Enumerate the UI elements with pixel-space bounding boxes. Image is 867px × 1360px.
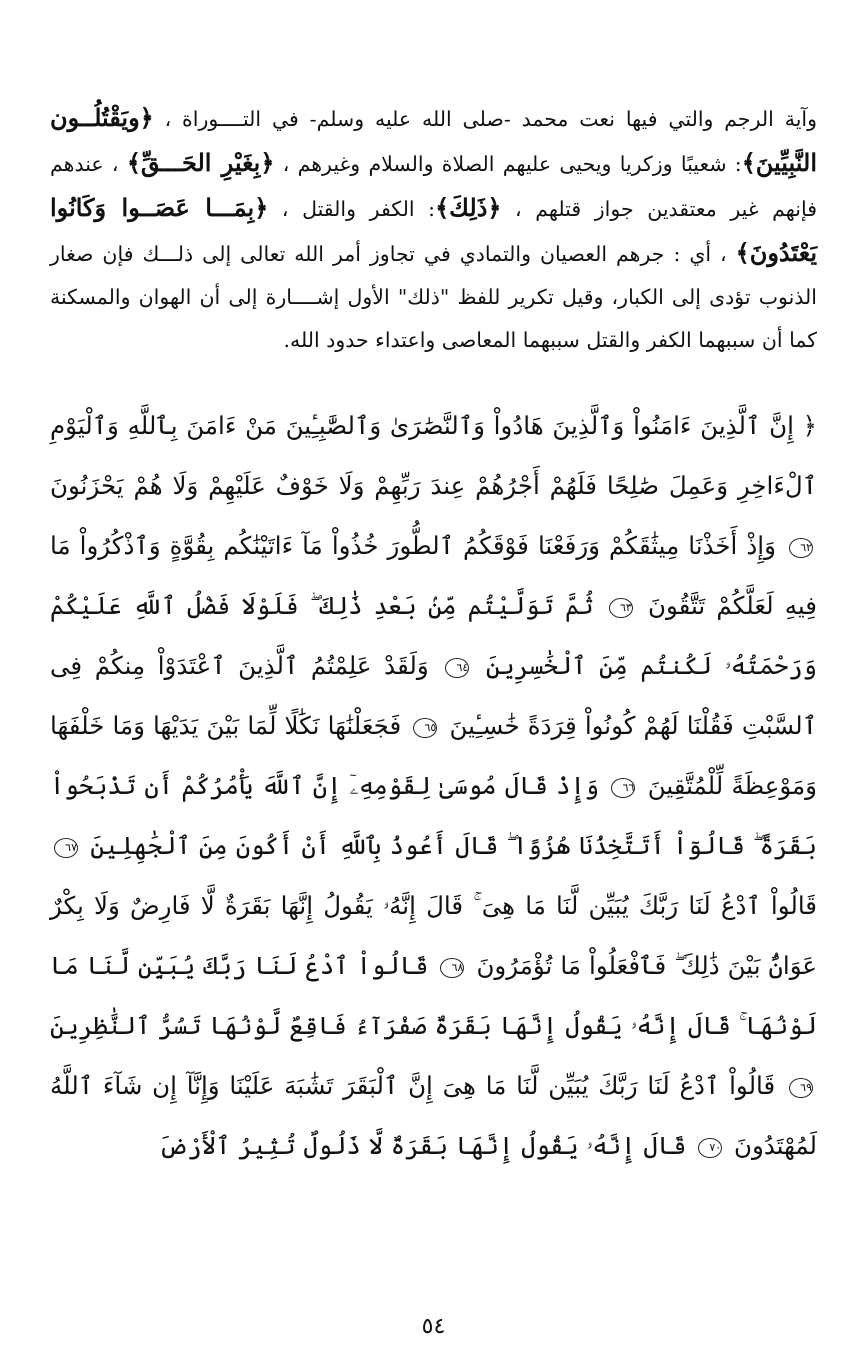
verse: ﴿ إِنَّ ٱلَّذِينَ ءَامَنُواْ وَٱلَّذِينَ هَادُواْ وَٱلنَّصَٰرَىٰ وَٱلصَّٰبِـِٔينَ مَنْ ءَامَنَ بِٱللَّهِ وَٱلْيَوْمِ ٱلْءَاخِرِ وَعَمِلَ صَٰلِحًا فَلَهُمْ أَجْرُهُمْ عِندَ رَبِّهِمْ وَلَا خَوْفٌ عَلَيْهِمْ وَلَا هُمْ يَحْزَنُونَ — [50, 411, 817, 500]
verse: وَلَقَدْ عَلِمْتُمُ ٱلَّذِينَ ٱعْتَدَوْاْ مِنكُمْ فِى ٱلسَّبْتِ فَقُلْنَا لَهُمْ كُونُواْ قِرَدَةً خَٰسِـِٔينَ — [50, 651, 817, 740]
commentary-paragraph — [50, 96, 817, 362]
verse: قَالُواْ ٱدْعُ لَنَا رَبَّكَ يُبَيِّن لَّنَا مَا هِىَ إِنَّ ٱلْبَقَرَ تَشَٰبَهَ عَلَيْنَا وَإِنَّآ إِن شَآءَ ٱللَّهُ لَمُهْتَدُونَ — [50, 1071, 817, 1160]
verse: وَإِذْ أَخَذْنَا مِيثَٰقَكُمْ وَرَفَعْنَا فَوْقَكُمُ ٱلطُّورَ خُذُواْ مَآ ءَاتَيْنَٰكُم بِقُوَّةٍ وَٱذْكُرُواْ مَا فِيهِ لَعَلَّكُمْ تَتَّقُونَ — [50, 531, 817, 620]
commentary-text: : شعيبًا وزكريا ويحيى عليهم الصلاة والسلام وغيرهم ، — [274, 152, 742, 176]
verse: قَالُواْ ٱدْعُ لَنَا رَبَّكَ يُبَيِّن لَّنَا مَا لَوْنُهَا ۚ قَالَ إِنَّهُۥ يَقُولُ إِنَّهَا بَقَرَةٌ صَفْرَآءُ فَاقِعٌ لَّوْنُهَا تَسُرُّ ٱلنَّٰظِرِينَ — [50, 951, 817, 1040]
commentary-text: : الكفر والقتل ، — [268, 197, 436, 221]
page-body — [50, 96, 817, 1176]
verse-number-marker: ٧٠ — [698, 1138, 722, 1158]
verse-number-marker: ٦٧ — [54, 838, 78, 858]
commentary-text: ، أي : جرهم العصيان والتمادي في تجاوز أمر الله تعالى إلى ذلـــك فإن صغار الذنوب تؤدى إلى الكبار، وقيل تكرير للفظ "ذلك" الأول إشــــارة إلى أن الهوان والمسكنة كما أن سببهما الكفر والقتل سببهما المعاصى واعتداء حدود الله. — [50, 242, 817, 352]
verse: قَالُواْ ٱدْعُ لَنَا رَبَّكَ يُبَيِّن لَّنَا مَا هِىَ ۚ قَالَ إِنَّهُۥ يَقُولُ إِنَّهَا بَقَرَةٌ لَّا فَارِضٌ وَلَا بِكْرٌ عَوَانٌۢ بَيْنَ ذَٰلِكَ ۖ فَٱفْعَلُواْ مَا تُؤْمَرُونَ — [50, 891, 817, 980]
verse-number-marker: ٦٦ — [611, 778, 635, 798]
quran-text — [50, 396, 817, 1176]
verse: قَالَ إِنَّهُۥ يَقُولُ إِنَّهَا بَقَرَةٌ لَّا ذَلُولٌ تُثِيرُ ٱلْأَرْضَ — [158, 1131, 687, 1160]
quoted-verse: ﴿ذَلِكَ﴾ — [435, 193, 502, 222]
verse-number-marker: ٦٣ — [609, 598, 633, 618]
verse: وَإِذْ قَالَ مُوسَىٰ لِقَوْمِهِۦٓ إِنَّ ٱللَّهَ يَأْمُرُكُمْ أَن تَذْبَحُواْ بَقَرَةً ۖ قَالُوٓاْ أَتَتَّخِذُنَا هُزُوًا ۖ قَالَ أَعُوذُ بِٱللَّهِ أَنْ أَكُونَ مِنَ ٱلْجَٰهِلِينَ — [50, 771, 817, 860]
verse: فَجَعَلْنَٰهَا نَكَٰلًا لِّمَا بَيْنَ يَدَيْهَا وَمَا خَلْفَهَا وَمَوْعِظَةً لِّلْمُتَّقِينَ — [50, 711, 817, 800]
verse-number-marker: ٦٢ — [789, 538, 813, 558]
commentary-text: وآية الرجم والتي فيها نعت محمد -صلى الله عليه وسلم- في التــــوراة ، — [153, 107, 817, 131]
commentary-text: ، عندهم فإنهم غير معتقدين جواز قتلهم ، — [50, 152, 817, 221]
verse-number-marker: ٦٤ — [445, 658, 469, 678]
verse-number-marker: ٦٩ — [789, 1078, 813, 1098]
verse-number-marker: ٦٨ — [440, 958, 464, 978]
verse-number-marker: ٦٥ — [413, 718, 437, 738]
verse: ثُمَّ تَوَلَّيْتُم مِّنۢ بَعْدِ ذَٰلِكَ ۖ فَلَوْلَا فَضْلُ ٱللَّهِ عَلَيْكُمْ وَرَحْمَتُهُۥ لَكُنتُم مِّنَ ٱلْخَٰسِرِينَ — [50, 591, 817, 680]
quoted-verse: ﴿ويَقْتُلُــون النَّبِيِّينَ﴾ — [50, 103, 817, 177]
quoted-verse: ﴿بِغَيْرِ الحَـــقِّ﴾ — [126, 148, 275, 177]
quoted-verse: ﴿بِمَـــا عَصَــوا وَكَانُوا يَعْتَدُونَ﴾ — [50, 193, 817, 267]
page-number: ٥٤ — [421, 1314, 446, 1339]
